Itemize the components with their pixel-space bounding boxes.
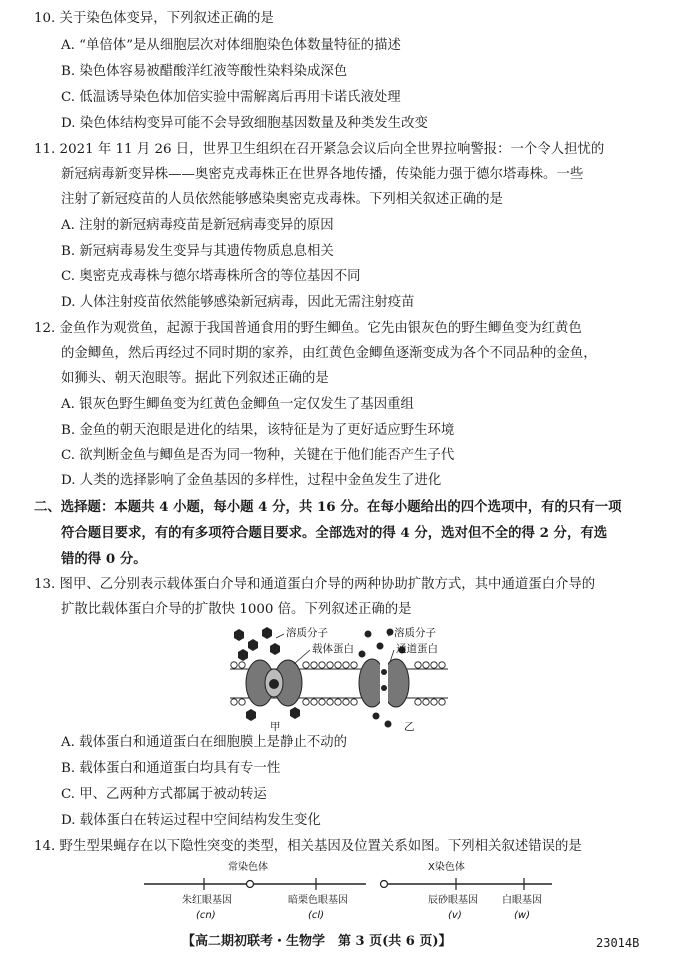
gene-cn-symbol: (cn): [196, 910, 216, 921]
q12-option-a: A. 银灰色野生鲫鱼变为红黄色金鲫鱼一定仅发生了基因重组: [61, 397, 414, 412]
label-carrier: 载体蛋白: [312, 643, 354, 655]
lipid-head: [327, 662, 333, 668]
lipid-head: [423, 699, 429, 705]
section2-line3: 错的得 0 分。: [61, 551, 147, 567]
carrier-protein: [246, 660, 302, 706]
q14-chromosome-figure: [140, 858, 560, 928]
q13-option-c: C. 甲、乙两种方式都属于被动转运: [61, 787, 267, 802]
q13-option-d: D. 载体蛋白在转运过程中空间结构发生变化: [61, 813, 321, 828]
q11-stem-line3: 注射了新冠疫苗的人员依然能够感染奥密克戎毒株。下列相关叙述正确的是: [61, 192, 503, 207]
gene-w-label: 白眼基因: [502, 895, 542, 906]
label-solute-right: 溶质分子: [394, 627, 436, 639]
gene-cl-label: 暗栗色眼基因: [288, 895, 348, 906]
lipid-head: [239, 662, 245, 668]
lipid-head: [431, 699, 437, 705]
q12-option-b: B. 金鱼的朝天泡眼是进化的结果，该特征是为了更好适应野生环境: [61, 423, 455, 438]
lipid-head: [415, 699, 421, 705]
lipid-head: [319, 699, 325, 705]
lipid-head: [303, 699, 309, 705]
q11-option-d: D. 人体注射疫苗依然能够感染新冠病毒，因此无需注射疫苗: [61, 295, 415, 310]
lipid-head: [311, 662, 317, 668]
section2-line2: 符合题目要求，有的有多项符合题目要求。全部选对的得 4 分，选对但不全的得 2 分，有选: [61, 525, 608, 541]
x-centromere: [381, 881, 388, 888]
q13-stem-line2: 扩散比载体蛋白介导的扩散快 1000 倍。下列叙述正确的是: [61, 602, 412, 617]
q11-option-c: C. 奥密克戎毒株与德尔塔毒株所含的等位基因不同: [61, 269, 361, 284]
lipid-head: [303, 662, 309, 668]
label-autosome: 常染色体: [228, 862, 268, 873]
q10-option-d: D. 染色体结构变异可能不会导致细胞基因数量及种类发生改变: [61, 116, 428, 131]
lipid-head: [239, 699, 245, 705]
gene-cn-label: 朱红眼基因: [182, 895, 232, 906]
autosome-centromere: [247, 881, 254, 888]
lipid-head: [311, 699, 317, 705]
lipid-head: [335, 662, 341, 668]
q10-option-b: B. 染色体容易被醋酸洋红液等酸性染料染成深色: [61, 64, 348, 79]
q10-option-c: C. 低温诱导染色体加倍实验中需解离后再用卡诺氏液处理: [61, 90, 401, 105]
lipid-head: [351, 662, 357, 668]
q14-stem: 14. 野生型果蝇存在以下隐性突变的类型，相关基因及位置关系如图。下列相关叙述错误的是: [34, 839, 582, 854]
gene-w-symbol: (w): [514, 910, 530, 921]
q11-option-b: B. 新冠病毒易发生变异与其遗传物质息息相关: [61, 244, 334, 259]
q12-stem-line3: 如狮头、朝天泡眼等。据此下列叙述正确的是: [61, 371, 329, 386]
lipid-head: [343, 662, 349, 668]
q12-stem-line1: 12. 金鱼作为观赏鱼，起源于我国普通食用的野生鲫鱼。它先由银灰色的野生鲫鱼变为红黄色: [34, 321, 582, 336]
lipid-head: [439, 699, 445, 705]
lipid-head: [423, 662, 429, 668]
gene-v-symbol: (v): [448, 910, 462, 921]
q10-stem: 10. 关于染色体变异，下列叙述正确的是: [34, 11, 274, 26]
lipid-head: [431, 662, 437, 668]
footer-page-info: 【高二期初联考・生物学 第 3 页(共 6 页)】: [182, 934, 452, 949]
q13-option-b: B. 载体蛋白和通道蛋白均具有专一性: [61, 761, 281, 776]
q11-stem-line1: 11. 2021 年 11 月 26 日，世界卫生组织在召开紧急会议后向全世界拉响警报：一个令人担忧的: [34, 142, 605, 157]
q11-stem-line2: 新冠病毒新变异株——奥密克戎毒株正在世界各地传播，传染能力强于德尔塔毒株。一些: [61, 167, 584, 182]
footer-code: 23014B: [596, 936, 640, 950]
lipid-head: [343, 699, 349, 705]
q11-option-a: A. 注射的新冠病毒疫苗是新冠病毒变异的原因: [61, 218, 334, 233]
label-jia: 甲: [270, 721, 281, 732]
lipid-head: [351, 699, 357, 705]
q13-membrane-figure: [228, 624, 450, 732]
q13-stem-line1: 13. 图甲、乙分别表示载体蛋白介导和通道蛋白介导的两种协助扩散方式，其中通道蛋白介导的: [34, 577, 596, 592]
gene-cl-symbol: (cl): [308, 910, 325, 921]
lipid-head: [231, 699, 237, 705]
label-solute-left: 溶质分子: [286, 627, 328, 639]
lipid-head: [319, 662, 325, 668]
q13-option-a: A. 载体蛋白和通道蛋白在细胞膜上是静止不动的: [61, 735, 347, 750]
label-yi: 乙: [404, 721, 415, 732]
channel-protein: [359, 659, 409, 707]
lipid-head: [327, 699, 333, 705]
q12-stem-line2: 的金鲫鱼，然后再经过不同时期的家养，由红黄色金鲫鱼逐渐变成为各个不同品种的金鱼，: [61, 346, 597, 361]
gene-v-label: 辰砂眼基因: [428, 895, 478, 906]
lipid-head: [231, 662, 237, 668]
lipid-head: [335, 699, 341, 705]
lipid-head: [439, 662, 445, 668]
section2-line1: 二、选择题：本题共 4 小题，每小题 4 分，共 16 分。在每小题给出的四个选项中，有的只有一项: [34, 499, 622, 515]
label-x-chromosome: X染色体: [428, 862, 465, 873]
lipid-head: [415, 662, 421, 668]
q10-option-a: A. “单倍体”是从细胞层次对体细胞染色体数量特征的描述: [61, 38, 401, 53]
label-channel: 通道蛋白: [396, 643, 438, 655]
q12-option-c: C. 欲判断金鱼与鲫鱼是否为同一物种，关键在于他们能否产生子代: [61, 448, 455, 463]
q12-option-d: D. 人类的选择影响了金鱼基因的多样性，过程中金鱼发生了进化: [61, 473, 442, 488]
